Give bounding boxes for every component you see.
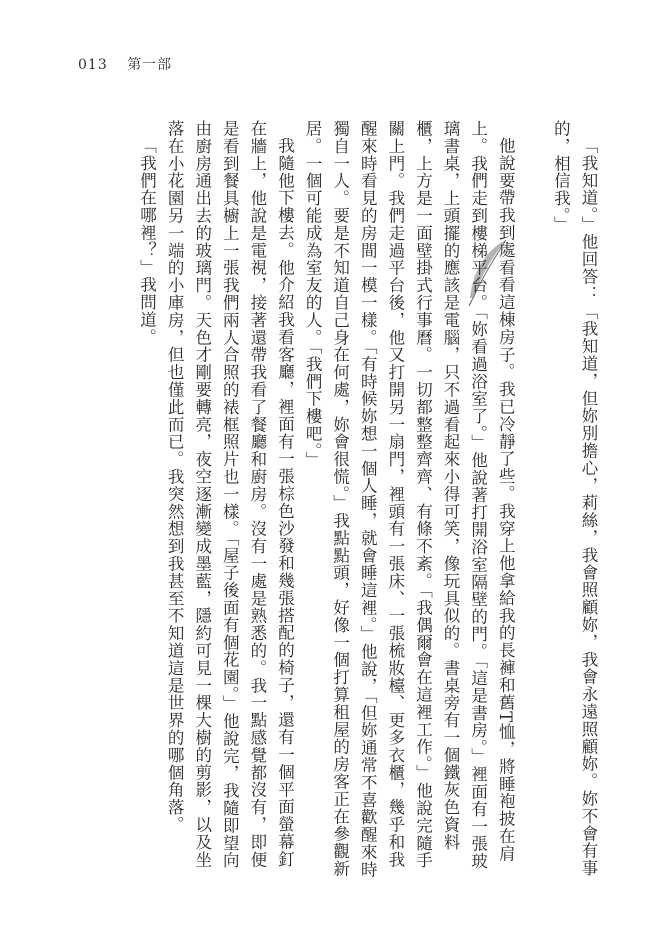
section-title: 第一部 xyxy=(127,57,173,73)
paragraph: 「我知道。」他回答：「我知道，但妳別擔心，莉絲，我會照顧妳，我會永遠照顧妳。妳不會有事的，相信我。」 xyxy=(551,120,598,877)
body-text xyxy=(74,120,602,880)
paragraph: 他說要帶我到處看看這棟房子。我已冷靜了些。我穿上他拿給我的長褲和舊T恤，將睡袍披在肩上。我們走到樓梯平台。「妳看過浴室了。」他說著打開浴室隔壁的門。「這是書房。」裡面有一張玻璃書桌，上頭擺的應該是電腦，只不過看起來小得可笑，像玩具似的。書桌旁有一個鐵灰色資料櫃，上方是一面壁掛式行事曆。一切都整整齊齊、有條不紊。「我偶爾會在這裡工作。」他說完隨手關上門。我們走過平台後，他又打開另一扇門，裡頭有一張床、一張梳妝檯、更多衣櫃，幾乎和我醒來時看見的房間一模一樣。「有時候妳想一個人睡，就會睡這裡。」他說，「但妳通常不喜歡醒來時獨自一人。要是不知道自己身在何處，妳會很慌。」我點點頭，好像一個打算租屋的房客正在參觀新居。一個可能成為室友的人。「我們下樓吧。」 xyxy=(303,120,516,879)
page-header xyxy=(78,54,172,74)
paragraph: 「我們在哪裡？」我問道。 xyxy=(137,136,157,346)
page-number: 013 xyxy=(78,57,108,73)
paragraph: 我隨他下樓去。他介紹我看客廳，裡面有一張棕色沙發和幾張搭配的椅子，還有一個平面螢幕釘在牆上，他說是電視，接著還帶我看了餐廳和廚房。沒有一處是熟悉的。我一點感覺都沒有，即便是看到餐具櫥上一張我們兩人合照的裱框照片也一樣。「屋子後面有個花園。」他說完，我隨即望向由廚房通出去的玻璃門。天色才剛要轉亮，夜空逐漸變成墨藍，隱約可見一棵大樹的剪影，以及坐落在小花園另一端的小庫房，但也僅此而已。我突然想到我甚至不知道這是世界的哪個角落。 xyxy=(165,120,295,870)
